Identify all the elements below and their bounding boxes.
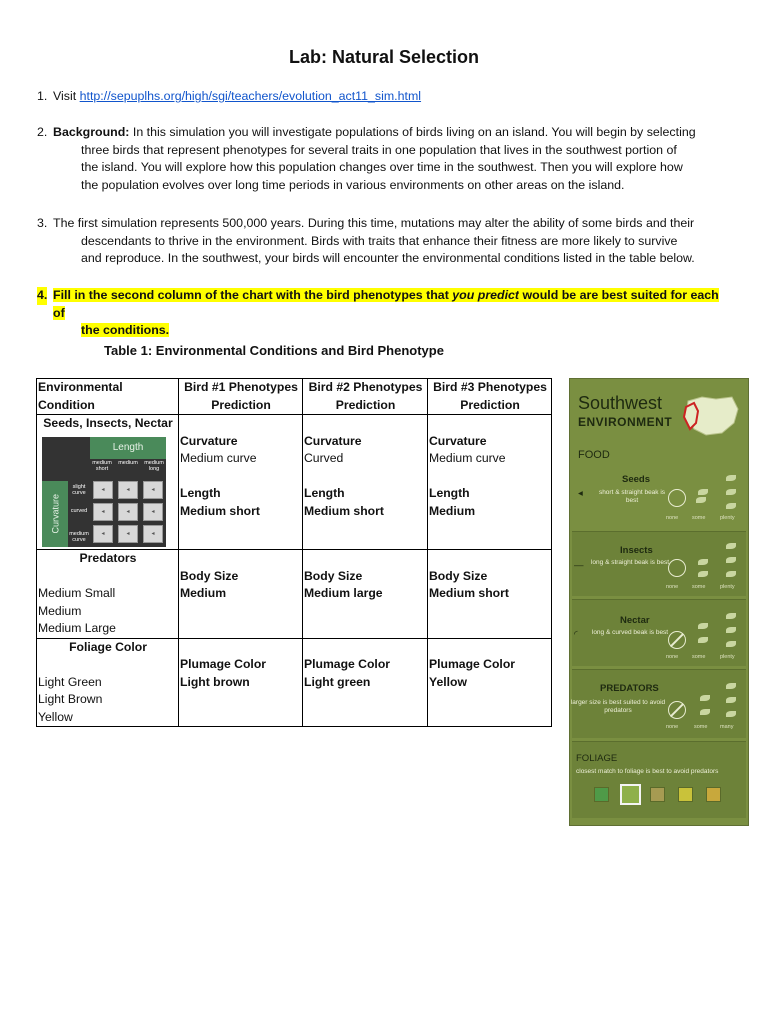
table-caption: Table 1: Environmental Conditions and Bird Phenotype <box>104 343 444 358</box>
bird3-cell <box>428 415 552 550</box>
grid-col-label: medium long <box>144 459 164 472</box>
trait-value: Light green <box>304 674 371 689</box>
seeds-note: short & straight beak is best <box>598 489 666 504</box>
level-label: none <box>666 654 679 660</box>
trait-label: Length <box>429 486 470 500</box>
insects-label: Insects <box>620 545 653 556</box>
level-label: plenty <box>720 515 735 521</box>
trait-value: Medium curve <box>180 451 257 465</box>
condition-label: Predators <box>79 551 137 565</box>
beak-cell: ◂ <box>143 503 163 521</box>
food-heading: FOOD <box>578 449 610 461</box>
table-row <box>37 550 552 639</box>
simulation-text: The first simulation represents 500,000 years. During this time, mutations may alter the ability of some birds and their <box>53 216 695 230</box>
level-label: none <box>666 584 679 590</box>
grid-row-label: curved <box>70 507 88 514</box>
nectar-note: long & curved beak is best <box>591 629 669 636</box>
foliage-swatch <box>594 787 609 802</box>
southwest-environment-panel <box>569 378 749 826</box>
trait-label: Length <box>304 486 345 500</box>
bird1-cell <box>179 415 303 550</box>
trait-label: Plumage Color <box>180 657 267 671</box>
predator-icon <box>700 695 710 701</box>
insect-icon <box>726 557 736 563</box>
trait-value: Curved <box>304 451 344 465</box>
background-text: In this simulation you will investigate populations of birds living on an island. You will begin by selecting <box>132 125 696 139</box>
beak-cell: ◂ <box>118 525 138 543</box>
condition-cell <box>37 638 179 727</box>
header-bird1: Bird #1 Phenotypes Prediction <box>179 379 303 415</box>
bird3-cell <box>428 638 552 727</box>
predator-icon <box>726 683 736 689</box>
trait-value: Medium short <box>429 586 509 600</box>
item-number: 1. <box>37 89 48 103</box>
level-label: some <box>692 654 706 660</box>
grid-side-label: Curvature <box>50 493 61 534</box>
instruction-text: the conditions. <box>81 323 170 337</box>
condition-option: Light Brown <box>38 692 103 706</box>
flower-icon <box>726 613 736 619</box>
insect-icon <box>726 571 736 577</box>
grid-col-label: medium short <box>92 459 112 472</box>
level-label: some <box>694 724 708 730</box>
predator-icon <box>726 697 736 703</box>
flower-icon <box>698 637 708 643</box>
condition-option: Medium Small <box>38 586 116 600</box>
background-label: Background: <box>53 125 130 139</box>
level-label: some <box>692 515 706 521</box>
beak-cell: ◂ <box>143 481 163 499</box>
background-item <box>37 124 727 194</box>
condition-cell <box>37 415 179 550</box>
header-condition: Environmental Condition <box>37 379 179 415</box>
beak-cell: ◂ <box>118 481 138 499</box>
seed-icon <box>726 503 736 509</box>
insects-note: long & straight beak is best <box>590 559 670 566</box>
simulation-item <box>37 215 727 268</box>
bird3-cell <box>428 550 552 639</box>
trait-label: Curvature <box>180 433 238 448</box>
background-text: the population evolves over long time periods in various environments on other areas on the island. <box>81 177 625 192</box>
header-bird2: Bird #2 Phenotypes Prediction <box>303 379 428 415</box>
predator-icon <box>700 709 710 715</box>
beak-cell: ◂ <box>143 525 163 543</box>
predator-icon <box>726 711 736 717</box>
seed-icon <box>726 475 736 481</box>
panel-subtitle: ENVIRONMENT <box>578 415 673 429</box>
level-label: plenty <box>720 654 735 660</box>
insect-icon <box>698 559 708 565</box>
bird1-cell <box>179 550 303 639</box>
phenotype-table <box>36 378 552 727</box>
insect-icon <box>726 543 736 549</box>
foliage-swatch <box>706 787 721 802</box>
beak-cell: ◂ <box>93 481 113 499</box>
item-number: 4. <box>37 287 47 305</box>
flower-icon <box>726 627 736 633</box>
background-text: the island. You will explore how this population changes over time in the southwest. Then you will explore how <box>81 160 683 174</box>
beak-grid-image <box>42 437 166 547</box>
trait-value: Medium <box>429 503 476 518</box>
panel-title: Southwest <box>578 393 663 413</box>
level-label: none <box>666 515 679 521</box>
simulation-text: and reproduce. In the southwest, your birds will encounter the environmental conditions listed in the table below. <box>81 251 695 265</box>
none-icon <box>668 701 686 719</box>
background-text: three birds that represent phenotypes for several traits in one population that lives in the southwest portion of <box>81 142 677 157</box>
grid-row-label: medium curve <box>69 530 89 543</box>
condition-cell <box>37 550 179 639</box>
seed-icon <box>696 497 706 503</box>
predators-label: PREDATORS <box>600 683 659 694</box>
bird1-cell <box>179 638 303 727</box>
trait-label: Curvature <box>304 433 362 448</box>
simulation-text: descendants to thrive in the environment. Birds with traits that enhance their fitness are more likely to survive <box>81 233 678 248</box>
seed-icon <box>726 489 736 495</box>
trait-label: Plumage Color <box>304 657 391 671</box>
trait-label: Length <box>180 486 221 500</box>
grid-header: Length <box>90 437 166 459</box>
predators-note: larger size is best suited to avoid predators <box>570 699 666 714</box>
trait-label: Curvature <box>429 433 487 448</box>
item-number: 2. <box>37 125 48 139</box>
foliage-note: closest match to foliage is best to avoid predators <box>576 768 719 775</box>
foliage-swatch <box>650 787 665 802</box>
trait-label: Body Size <box>429 568 488 583</box>
header-bird3: Bird #3 Phenotypes Prediction <box>428 379 552 415</box>
trait-label: Body Size <box>180 568 239 583</box>
grid-col-label: medium <box>118 459 138 466</box>
trait-label: Plumage Color <box>429 657 516 671</box>
seeds-label: Seeds <box>622 474 650 485</box>
instruction-text: would be are best suited for each of <box>53 288 719 320</box>
visit-label: Visit <box>53 89 77 103</box>
flower-icon <box>698 623 708 629</box>
level-label: none <box>666 724 679 730</box>
grid-row-label: slight curve <box>72 483 86 496</box>
beak-cell: ◂ <box>93 503 113 521</box>
table-header-row <box>37 379 552 415</box>
trait-value: Medium large <box>304 586 383 600</box>
none-icon <box>668 631 686 649</box>
instruction-text: Fill in the second column of the chart with the bird phenotypes that <box>53 288 453 302</box>
level-label: many <box>720 724 734 730</box>
simulation-link[interactable]: http://sepuplhs.org/high/sgi/teachers/evolution_act11_sim.html <box>79 89 422 103</box>
condition-label: Seeds, Insects, Nectar <box>43 416 173 430</box>
level-label: some <box>692 584 706 590</box>
trait-value: Medium <box>180 586 227 600</box>
beak-icon: ◂ <box>578 488 583 499</box>
table-row <box>37 638 552 727</box>
foliage-swatch <box>678 787 693 802</box>
condition-option: Medium <box>38 603 82 618</box>
insect-icon <box>698 571 708 577</box>
bird2-cell <box>303 638 428 727</box>
trait-value: Light brown <box>180 674 250 689</box>
level-label: plenty <box>720 584 735 590</box>
table-row <box>37 415 552 550</box>
trait-value: Yellow <box>429 674 467 689</box>
page-title: Lab: Natural Selection <box>288 47 480 67</box>
trait-value: Medium short <box>304 503 384 518</box>
bird2-cell <box>303 415 428 550</box>
nectar-label: Nectar <box>620 615 650 626</box>
trait-value: Medium short <box>180 503 260 518</box>
condition-option: Yellow <box>38 709 73 724</box>
trait-label: Body Size <box>304 568 363 583</box>
island-map-icon <box>682 393 740 439</box>
beak-icon: — <box>574 560 584 571</box>
beak-cell: ◂ <box>93 525 113 543</box>
foliage-label: FOLIAGE <box>576 753 618 764</box>
bird2-cell <box>303 550 428 639</box>
flower-icon <box>726 641 736 647</box>
beak-cell: ◂ <box>118 503 138 521</box>
condition-option: Medium Large <box>38 621 116 635</box>
visit-item <box>37 88 727 106</box>
condition-label: Foliage Color <box>69 639 147 654</box>
item-number: 3. <box>37 216 48 230</box>
condition-option: Light Green <box>38 674 102 689</box>
foliage-swatch-selected <box>620 784 641 805</box>
instruction-item <box>37 287 727 340</box>
instruction-emphasis: you predict <box>452 288 520 302</box>
none-icon <box>668 489 686 507</box>
none-icon <box>668 559 686 577</box>
trait-value: Medium curve <box>429 451 506 465</box>
seed-icon <box>698 489 708 495</box>
beak-icon: ◜ <box>574 629 578 640</box>
